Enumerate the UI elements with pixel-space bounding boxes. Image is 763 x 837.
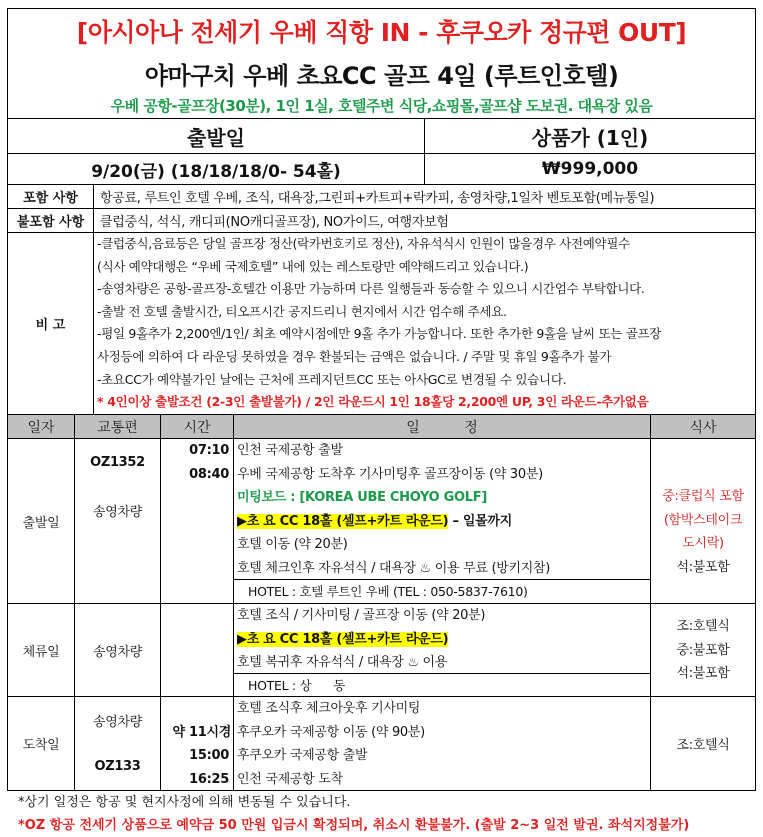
note-line: (식사 예약대행은 “우베 국제호텔” 내에 있는 레스토랑만 예약해드리고 있습니다.) xyxy=(97,258,529,274)
col-header-transport-label: 교통편 xyxy=(97,419,138,436)
day2-label-cell xyxy=(7,603,75,697)
page-title: [아시아나 전세기 우베 직항 IN - 후쿠오카 정규편 OUT] xyxy=(76,17,687,47)
schedule-line: 호텔 조식후 체크아웃후 기사미팅 xyxy=(237,701,421,716)
schedule-line: 인천 국제공항 도착 xyxy=(237,771,343,787)
included-label: 포함 사항 xyxy=(23,191,78,206)
day3-time-cell xyxy=(160,696,234,791)
meal-line: 조:호텔식 xyxy=(676,619,730,634)
included-label-cell xyxy=(7,184,94,209)
meal-line: 조:호텔식 xyxy=(676,738,730,753)
day1-time-cell xyxy=(160,438,234,604)
footer-note: *상기 일정은 항공 및 현지사정에 의해 변동될 수 있습니다. xyxy=(18,795,351,810)
excluded-label-cell xyxy=(7,208,94,233)
excluded-value: 클럽중식, 석식, 캐디피(NO캐디골프장), NO가이드, 여행자보험 xyxy=(100,215,449,230)
departure-value-cell xyxy=(7,153,425,185)
note-line: -송영차량은 공항-골프장-호텔간 이용만 가능하며 다른 일행들과 동승할 수 있으니 시간엄수 부탁합니다. xyxy=(97,281,645,297)
meal-line: 중:불포함 xyxy=(676,642,730,658)
schedule-line: 호텔 조식 / 기사미팅 / 골프장 이동 (약 20분) xyxy=(237,608,486,623)
day1-transport-cell xyxy=(74,438,161,604)
day2-hotel: HOTEL : 상 동 xyxy=(248,678,346,693)
day1-transport: 송영차량 xyxy=(92,505,143,520)
note-line: -클럽중식,음료등은 당일 골프장 정산(락카번호키로 정산), 자유석식시 인원이 많을경우 사전예약필수 xyxy=(97,236,630,251)
schedule-line: 호텔 이동 (약 20분) xyxy=(237,537,348,552)
col-header-schedule-label: 일 정 xyxy=(406,419,478,436)
day3-label-cell xyxy=(7,696,75,791)
meal-line: 중:클럽식 포함 xyxy=(662,489,744,504)
notes-label: 비 고 xyxy=(35,318,66,333)
notes-label-cell xyxy=(7,232,94,415)
day3-time: 15:00 xyxy=(189,748,229,763)
excluded-value-cell xyxy=(93,208,756,233)
golf-round-line xyxy=(234,628,650,652)
day1-flight: OZ1352 xyxy=(90,455,145,470)
col-header-meal xyxy=(650,414,756,439)
day2-meal-cell xyxy=(650,603,756,697)
golf-round-suffix: – 일몰까지 xyxy=(448,513,512,529)
day1-time: 07:10 xyxy=(189,443,229,458)
golf-round-highlight: ▶초 요 CC 18홀 (셀프+카트 라운드) xyxy=(237,631,449,647)
meeting-board: 미팅보드 : [KOREA UBE CHOYO GOLF] xyxy=(237,490,487,505)
included-value-cell xyxy=(93,184,756,209)
schedule-line: 인천 국제공항 출발 xyxy=(237,443,343,458)
day1-time: 08:40 xyxy=(189,466,229,482)
departure-value: 9/20(금) (18/18/18/0- 54홀) xyxy=(91,161,341,182)
day2-time-cell xyxy=(160,603,234,697)
schedule-line: 호텔 복귀후 자유석식 / 대욕장 ♨ 이용 xyxy=(237,655,448,670)
note-line: 사정등에 의하여 다 라운딩 못하였을 경우 환불되는 금액은 없습니다. / 주말 및 휴일 9홀추가 불가 xyxy=(97,348,612,364)
highlight-text: 우베 공항-골프장(30분), 1인 1실, 호텔주변 식당,쇼핑몰,골프샵 도보권. 대욕장 있음 xyxy=(110,97,653,115)
col-header-schedule xyxy=(233,414,651,439)
price-value: ₩999,000 xyxy=(541,159,639,179)
day3-meal-cell xyxy=(650,696,756,791)
day1-schedule-cell xyxy=(233,438,651,604)
schedule-line: 호텔 체크인후 자유석식 / 대욕장 ♨ 이용 무료 (방키지참) xyxy=(237,560,551,576)
price-label: 상품가 (1인) xyxy=(531,125,649,150)
schedule-line: 후쿠오카 국제공항 이동 (약 90분) xyxy=(237,724,425,740)
day1-meal-cell xyxy=(650,438,756,604)
notes-cell xyxy=(93,232,756,415)
col-header-time xyxy=(160,414,234,439)
included-value: 항공료, 루트인 호텔 우베, 조식, 대욕장,그린피+카트피+락카피, 송영차량,1일차 벤토포함(메뉴통일) xyxy=(100,191,655,206)
day3-flight: OZ133 xyxy=(94,759,141,774)
day2-label: 체류일 xyxy=(22,644,60,660)
meal-line: 도시락) xyxy=(682,536,724,551)
col-header-meal-label: 식사 xyxy=(689,419,717,436)
note-warning: * 4인이상 출발조건 (2-3인 출발불가) / 2인 라운드시 1인 18홀당 2,200엔 UP, 3인 라운드-추가없음 xyxy=(97,394,649,410)
meal-line: (함박스테이크 xyxy=(663,512,743,528)
departure-header xyxy=(7,118,425,154)
golf-round-highlight: ▶초 요 CC 18홀 (셀프+카트 라운드) xyxy=(237,513,449,529)
day3-schedule-cell xyxy=(233,696,651,791)
day2-schedule-cell xyxy=(233,603,651,697)
col-header-transport xyxy=(74,414,161,439)
day1-label: 출발일 xyxy=(22,515,60,531)
day3-transport: 송영차량 xyxy=(92,715,143,730)
footer-warning: *OZ 항공 전세기 상품으로 예약금 50 만원 입금시 확정되며, 취소시 환불불가. (출발 2~3 일전 발권. 좌석지정불가) xyxy=(18,818,690,833)
price-header xyxy=(424,118,756,154)
day3-label: 도착일 xyxy=(22,738,60,753)
col-header-day-label: 일자 xyxy=(27,419,55,436)
schedule-line: 우베 국제공항 도착후 기사미팅후 골프장이동 (약 30분) xyxy=(237,466,543,482)
note-line: -출발 전 호텔 출발시간, 티오프시간 공지드리니 현지에서 시간 엄수해 주세요. xyxy=(97,303,507,319)
meal-line: 석:불포함 xyxy=(676,559,730,575)
day3-time: 약 11시경 xyxy=(172,724,231,740)
departure-label: 출발일 xyxy=(187,125,245,150)
excluded-label: 불포함 사항 xyxy=(16,215,85,230)
day1-hotel: HOTEL : 호텔 루트인 우베 (TEL : 050-5837-7610) xyxy=(248,584,528,599)
col-header-time-label: 시간 xyxy=(183,419,211,436)
price-value-cell xyxy=(424,153,756,185)
note-line: -초요CC가 예약불가인 날에는 근처에 프레지던트CC 또는 아사GC로 변경될 수 있습니다. xyxy=(97,371,567,387)
day2-transport-cell xyxy=(74,603,161,697)
schedule-line: 후쿠오카 국제공항 출발 xyxy=(237,748,368,763)
day2-transport: 송영차량 xyxy=(92,644,143,660)
col-header-day xyxy=(7,414,75,439)
golf-round-line xyxy=(234,510,650,534)
day3-time: 16:25 xyxy=(189,771,229,787)
product-name: 야마구치 우베 초요CC 골프 4일 (루트인호텔) xyxy=(144,61,619,90)
meal-line: 석:불포함 xyxy=(676,666,730,681)
day1-label-cell xyxy=(7,438,75,604)
day3-transport-cell xyxy=(74,696,161,791)
note-line: -평일 9홀추가 2,200엔/1인/ 최초 예약시점에만 9홀 추가 가능합니다. 또한 추가한 9홀을 날씨 또는 골프장 xyxy=(97,326,662,342)
